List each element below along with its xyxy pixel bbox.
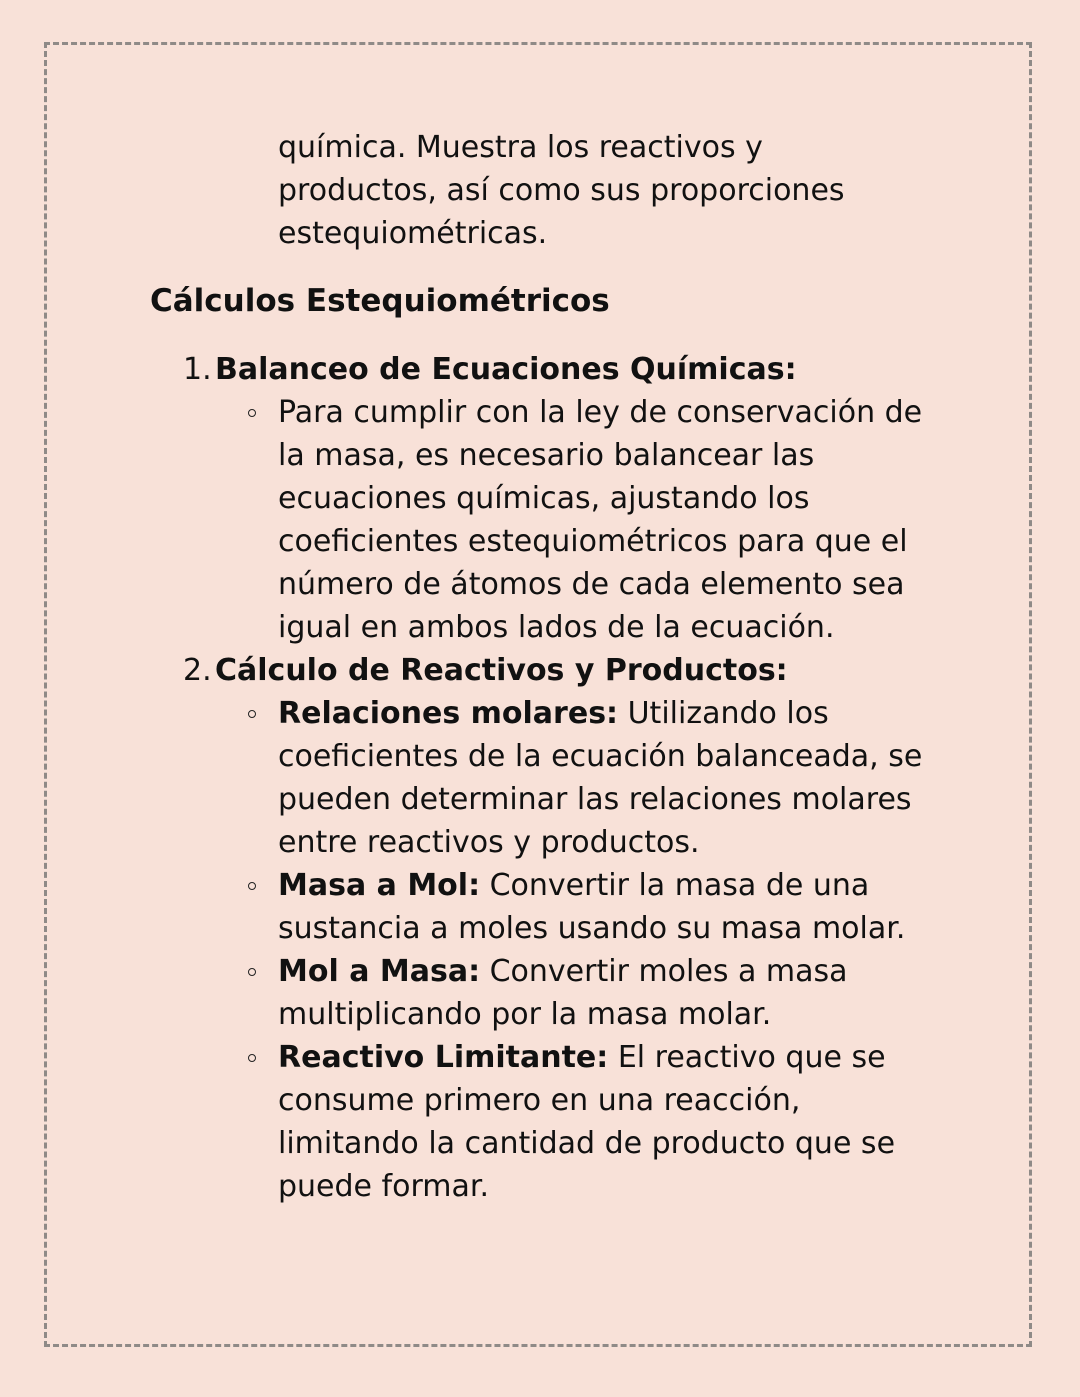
bullet-text: El reactivo que se consume primero en una reacción, limitando la cantidad de producto que se puede formar. — [278, 1040, 896, 1204]
list-item — [278, 1036, 938, 1208]
bullet-text: Convertir la masa de una sustancia a moles usando su masa molar. — [278, 868, 906, 946]
item-number: 2. — [183, 653, 212, 688]
list-item — [278, 391, 938, 649]
item-title: Cálculo de Reactivos y Productos: — [215, 653, 788, 688]
bullet-term: Relaciones molares: — [278, 696, 619, 731]
list-item — [278, 864, 938, 950]
list-item — [278, 692, 938, 864]
numbered-item-1 — [183, 348, 797, 391]
list-item — [278, 950, 938, 1036]
bullet-term: Mol a Masa: — [278, 954, 481, 989]
bullet-text: Utilizando los coeficientes de la ecuación balanceada, se pueden determinar las relaciones molares entre reactivos y productos. — [278, 696, 923, 860]
hollow-bullet-icon — [248, 1054, 256, 1062]
bullet-text: Convertir moles a masa multiplicando por la masa molar. — [278, 954, 848, 1032]
bullet-text: Para cumplir con la ley de conservación de la masa, es necesario balancear las ecuaciones químicas, ajustando los coeficientes estequiométricos para que el número de átomos de cada elemento sea igual en ambos lados de la ecuación. — [278, 395, 923, 645]
hollow-bullet-icon — [248, 882, 256, 890]
numbered-item-2 — [183, 649, 788, 692]
hollow-bullet-icon — [248, 968, 256, 976]
item-title: Balanceo de Ecuaciones Químicas: — [215, 352, 797, 387]
section-heading: Cálculos Estequiométricos — [150, 283, 610, 319]
hollow-bullet-icon — [248, 409, 256, 417]
item-number: 1. — [183, 352, 212, 387]
hollow-bullet-icon — [248, 710, 256, 718]
continued-paragraph: química. Muestra los reactivos y productos, así como sus proporciones estequiométricas. — [278, 130, 845, 251]
bullet-term: Reactivo Limitante: — [278, 1040, 609, 1075]
bullet-term: Masa a Mol: — [278, 868, 481, 903]
